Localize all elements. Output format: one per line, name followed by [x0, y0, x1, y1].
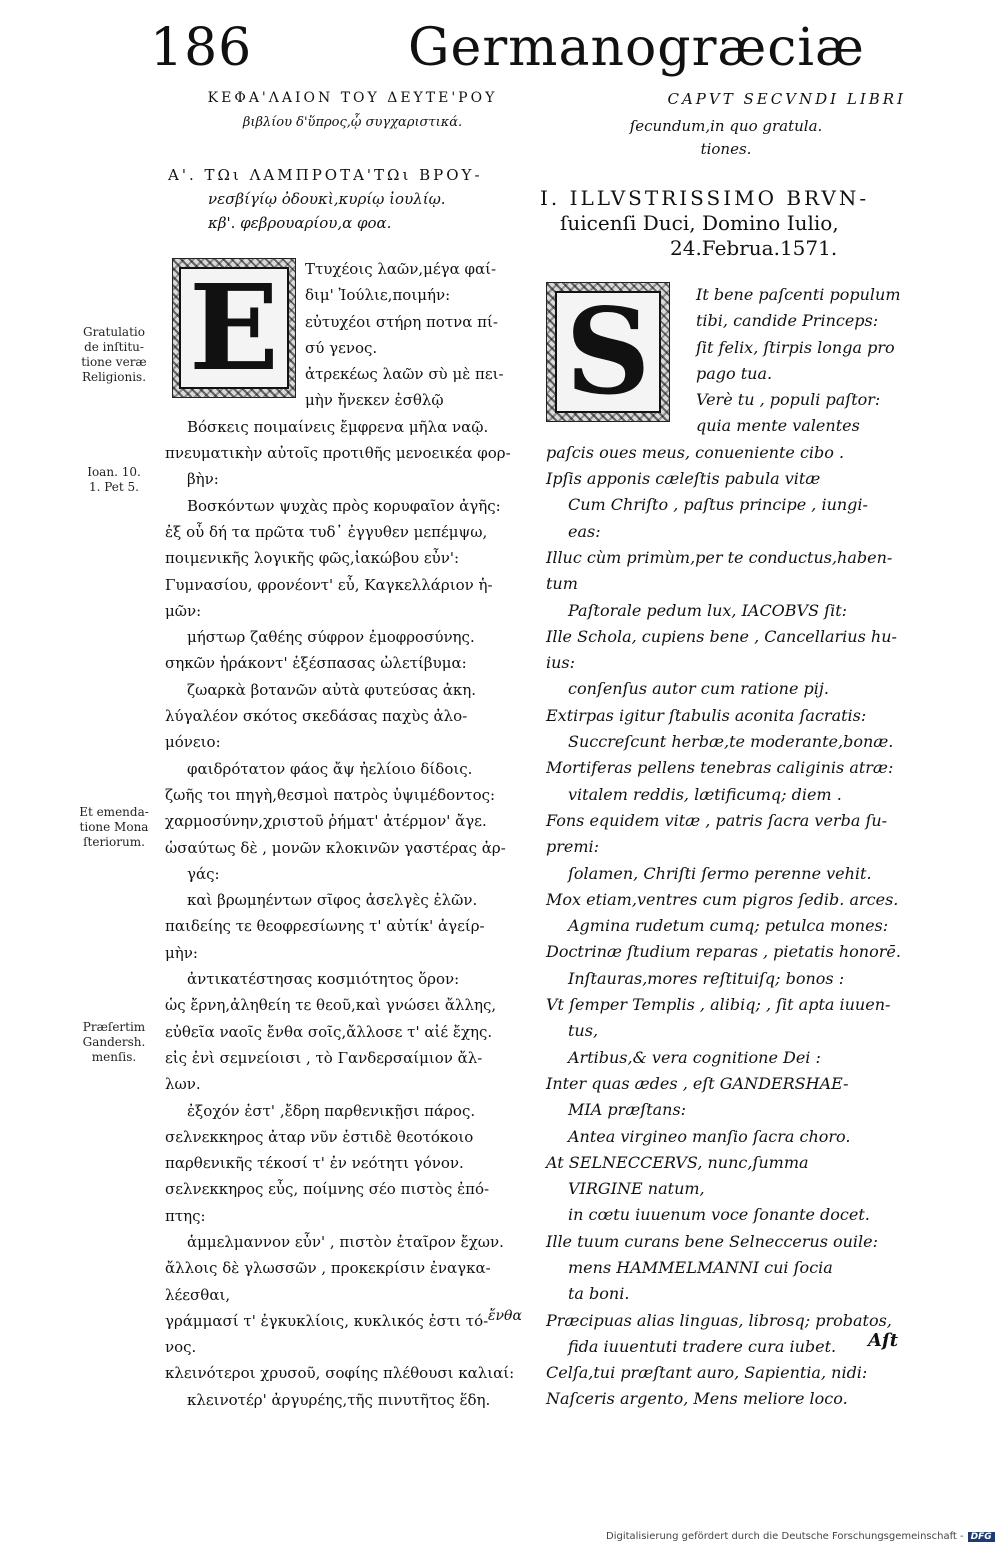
- latin-verse-line: Agmina rudetum cumq; petulca mones:: [568, 916, 889, 936]
- greek-verse-line: μὴν:: [165, 943, 198, 962]
- latin-verse-line: Doctrinæ ſtudium reparas , pietatis honorē.: [546, 942, 901, 962]
- greek-verse-line: ὡς ἔρνη,ἀληθείη τε θεοῦ,καὶ γνώσει ἄλλης,: [165, 996, 497, 1015]
- greek-verse-line: πνευματικὴν αὐτοῖς προτιθῆς μενοεικέα φορ-: [165, 444, 511, 463]
- latin-address-line: 24.Februa.1571.: [670, 236, 838, 260]
- margin-note-line: de inſtitu-: [84, 340, 144, 354]
- latin-verse-line: Mortiferas pellens tenebras caliginis atræ:: [546, 758, 894, 778]
- greek-verse-line: κλεινότεροι χρυσοῦ, σοφίης πλέθουσι καλιαί:: [165, 1364, 515, 1383]
- latin-verse-line: Antea virgineo manſio ſacra choro.: [568, 1126, 851, 1146]
- greek-verse-line: μόνειο:: [165, 733, 221, 752]
- greek-verse-line: ζωαρκὰ βοτανῶν αὐτὰ φυτεύσας ἀκη.: [187, 680, 476, 699]
- running-head-title: Germanogræciæ: [408, 18, 865, 78]
- latin-verse-line: tibi, candide Princeps:: [696, 311, 879, 331]
- margin-note-line: Religionis.: [81, 370, 147, 384]
- greek-chapter-heading: ΚΕΦΑ'ΛΑΙΟΝ ΤΟΥ ΔΕΥΤΕ'ΡΟΥ: [207, 90, 498, 106]
- greek-address-line: Α'. ΤΩι ΛΑΜΠΡΟΤΑ'ΤΩι ΒΡΟΥ-: [168, 166, 483, 184]
- greek-verse-line: ἀτρεκέως λαῶν σὺ μὲ πει-: [305, 365, 504, 384]
- greek-verse-line: Βοσκόντων ψυχὰς πρὸς κορυφαῖον ἀγῆς:: [187, 496, 501, 515]
- greek-verse-line: ἄλλοις δὲ γλωσσῶν , προκεκρίσιν ἐναγκα-: [165, 1259, 491, 1278]
- latin-verse-line: Illuc cùm primùm,per te conductus,haben-: [546, 547, 893, 567]
- latin-verse-line: ta boni.: [568, 1284, 630, 1304]
- latin-verse-line: Inſtauras,mores reſtituiſq; bonos :: [568, 968, 845, 988]
- greek-verse-line: ἐξοχόν ἐστ' ,ἔδρη παρθενικῇσι πάρος.: [187, 1101, 476, 1120]
- latin-verse-line: Artibus,& vera cognitione Dei :: [568, 1047, 821, 1067]
- latin-verse-line: vitalem reddis, lætificumq; diem .: [568, 784, 842, 804]
- greek-catchword: ἔνθα: [488, 1308, 522, 1324]
- latin-subtitle-line: tiones.: [700, 140, 752, 158]
- latin-verse-line: ius:: [546, 653, 576, 673]
- margin-note-line: tione veræ: [81, 355, 147, 369]
- latin-subtitle-line: ſecundum,in quo gratula.: [629, 117, 823, 135]
- greek-verse-line: μῶν:: [165, 601, 202, 620]
- latin-verse-line: Ille Schola, cupiens bene , Cancellarius hu-: [546, 626, 897, 646]
- latin-address-line: ſuicenſi Duci, Domino Iulio,: [560, 211, 839, 235]
- latin-verse-line: Cum Chriſto , paſtus principe , iungi-: [568, 495, 868, 515]
- greek-verse-line: μὴν ἤνεκεν ἐσθλῷ: [305, 391, 444, 410]
- margin-note-line: Et emenda-: [79, 805, 149, 819]
- greek-verse-line: Βόσκεις ποιμαίνεις ἔμφρενα μῆλα ναῷ.: [187, 417, 489, 436]
- latin-address-line: I. ILLVSTRISSIMO BRVN-: [540, 186, 870, 210]
- latin-verse-line: Verè tu , populi paſtor:: [696, 390, 881, 410]
- margin-note-line: Gandersh.: [82, 1035, 146, 1049]
- greek-verse-line: βὴν:: [187, 470, 219, 489]
- greek-verse-line: ἐξ οὗ δή τα πρῶτα τυδ᾿ ἐγγυθεν μεπέμψω,: [165, 522, 488, 541]
- latin-verse-line: Inter quas ædes , eſt GANDERSHAE-: [546, 1073, 849, 1093]
- greek-verse-line: σελνεκκηρος ἀταρ νῦν ἐστιδὲ θεοτόκοιο: [165, 1127, 474, 1146]
- greek-verse-line: ὡσαύτως δὲ , μονῶν κλοκινῶν γαστέρας ἀρ-: [165, 838, 506, 857]
- greek-verse-line: σελνεκκηρος εὖς, ποίμνης σέο πιστὸς ἐπό-: [165, 1180, 490, 1199]
- greek-verse-line: χαρμοσύνην,χριστοῦ ῥήματ' ἀτέρμον' ἄγε.: [165, 812, 487, 831]
- initial-letter: S: [555, 291, 660, 413]
- greek-verse-line: Ττυχέοις λαῶν,μέγα φαί-: [305, 260, 497, 278]
- greek-verse-line: λέεσθαι,: [165, 1285, 231, 1304]
- latin-address: [540, 186, 910, 261]
- latin-verse-line: tum: [546, 574, 578, 594]
- greek-verse-line: λύγαλέον σκότος σκεδάσας παχὺς ἀλο-: [165, 707, 468, 726]
- latin-verse-line: ſit felix, ſtirpis longa pro: [696, 337, 895, 357]
- latin-verse-line: Vt ſemper Templis , alibiq; , ſit apta iuuen-: [546, 995, 891, 1015]
- latin-verse-line: VIRGINE natum,: [568, 1179, 705, 1199]
- greek-verse-line: εὐτυχέοι στήρη ποτνα πί-: [305, 312, 498, 331]
- greek-verse-line: σηκῶν ἡράκοντ' ἐξέσπασας ὠλετίβυμα:: [165, 654, 467, 673]
- greek-address-line: κβ'. φεβρουαρίου,α φοα.: [208, 214, 392, 232]
- greek-verse-line: σύ γενος.: [305, 338, 378, 357]
- greek-address-line: νεσβίγίῳ ὀδουκὶ,κυρίῳ ἰουλίῳ.: [208, 190, 446, 208]
- margin-note-praesertim: [70, 1020, 158, 1065]
- greek-verse-line: γάς:: [187, 864, 220, 883]
- dfg-logo: DFG: [968, 1532, 995, 1542]
- greek-verse-line: παιδείης τε θεοφρεσίωνης τ' αὐτίκ' ἀγείρ-: [165, 917, 485, 936]
- latin-verse-line: Celſa,tui præſtant auro, Sapientia, nidi:: [546, 1363, 868, 1383]
- latin-verse-line: quia mente valentes: [696, 416, 860, 436]
- initial-letter: E: [179, 267, 289, 389]
- latin-verse-line: Fons equidem vitæ , patris ſacra verba ſu-: [546, 810, 888, 830]
- credit-text: Digitalisierung gefördert durch die Deutsche Forschungsgemeinschaft -: [606, 1531, 964, 1542]
- greek-chapter-subtitle: βιβλίου δ'ὕπρος,ᾧ συγχαριστικά.: [242, 115, 463, 130]
- margin-note-line: Ioan. 10.: [87, 465, 141, 479]
- latin-verse-line: Extirpas igitur ſtabulis aconita ſacratis:: [546, 705, 867, 725]
- digitization-credit: [606, 1531, 995, 1542]
- greek-verse-line: γράμμασί τ' ἐγκυκλίοις, κυκλικός ἐστι τό-: [165, 1311, 489, 1330]
- greek-verse-line: ἁμμελμαννον εὖν' , πιστὸν ἑταῖρον ἔχων.: [187, 1232, 504, 1251]
- latin-verse-line: paſcis oues meus, conueniente cibo .: [546, 442, 845, 462]
- greek-verse-line: κλεινοτέρ' ἀργυρέης,τῆς πινυτῆτος ἕδη.: [187, 1390, 491, 1409]
- latin-chapter-heading: CAPVT SECVNDI LIBRI: [667, 90, 906, 108]
- latin-poem: [546, 282, 916, 1413]
- latin-verse-line: fida iuuentuti tradere cura iubet.: [568, 1336, 837, 1356]
- latin-verse-line: Ille tuum curans bene Selneccerus ouile:: [546, 1231, 879, 1251]
- latin-verse-line: Mox etiam,ventres cum pigros ſedib. arces.: [546, 889, 899, 909]
- margin-note-line: ſteriorum.: [83, 835, 145, 849]
- latin-verse-line: MIA præſtans:: [568, 1100, 687, 1120]
- greek-verse-line: λων.: [165, 1075, 201, 1094]
- latin-verse-line: in cœtu iuuenum voce ſonante docet.: [568, 1205, 870, 1225]
- latin-verse-line: eas:: [568, 521, 601, 541]
- greek-verse-line: εἰς ἐνὶ σεμνείοισι , τὸ Γανδερσαίμιον ἄλ-: [165, 1048, 483, 1067]
- greek-verse-line: ποιμενικῆς λογικῆς φῶς,ἰακώβου εὖν':: [165, 549, 460, 568]
- margin-note-line: Præſertim: [82, 1020, 146, 1034]
- latin-verse-line: Præcipuas alias linguas, librosq; probatos,: [546, 1310, 892, 1330]
- margin-note-line: tione Mona: [79, 820, 149, 834]
- greek-verse-line: καὶ βρωμηέντων σῖφος ἀσελγὲς ἑλῶν.: [187, 891, 478, 910]
- greek-verse-line: μήστωρ ζαθέης σύφρον ἐμοφροσύνης.: [187, 628, 475, 647]
- greek-verse-line: νος.: [165, 1338, 197, 1357]
- latin-verse-line: It bene paſcenti populum: [696, 285, 901, 304]
- greek-address: [168, 163, 538, 235]
- latin-verse-line: tus,: [568, 1021, 599, 1041]
- latin-chapter-subtitle: [546, 115, 906, 161]
- greek-verse-line: διμ' Ἰούλιε,ποιμήν:: [305, 286, 451, 305]
- greek-verse-line: ζωῆς τοι πηγὴ,θεσμοὶ πατρὸς ὑψιμέδοντος:: [165, 785, 496, 804]
- greek-verse-line: ἀντικατέστησας κοσμιότητος ὅρον:: [187, 970, 460, 989]
- greek-verse-line: παρθενικῆς τέκοσί τ' ἐν νεότητι γόνον.: [165, 1154, 464, 1173]
- greek-verse-line: εὐθεῖα ναοῖς ἔνθα σοῖς,ἄλλοσε τ' αἰέ ἔχης.: [165, 1022, 493, 1041]
- latin-verse-line: Ipſis apponis cæleſtis pabula vitæ: [546, 469, 821, 489]
- margin-note-line: 1. Pet 5.: [89, 480, 139, 494]
- margin-note-line: Gratulatio: [83, 325, 145, 339]
- latin-verse-line: ſolamen, Chriſti ſermo perenne vehit.: [568, 863, 872, 883]
- greek-verse-line: πτης:: [165, 1206, 206, 1225]
- margin-note-references: [70, 465, 158, 495]
- latin-verse-line: mens HAMMELMANNI cui ſocia: [568, 1257, 833, 1277]
- greek-verse-line: Γυμνασίου, φρονέοντ' εὖ, Καγκελλάριον ἡ-: [165, 575, 493, 594]
- latin-verse-line: Paſtorale pedum lux, IACOBVS ſit:: [568, 600, 848, 620]
- latin-verse-line: Succreſcunt herbæ,te moderante,bonæ.: [568, 732, 894, 752]
- latin-verse-line: premi:: [546, 837, 600, 857]
- page-number: 186: [150, 18, 253, 78]
- latin-verse-line: conſenſus autor cum ratione pij.: [568, 679, 829, 699]
- greek-verse-line: φαιδρότατον φάος ἄψ ἠελίοιο δίδοις.: [187, 759, 473, 778]
- latin-verse-line: pago tua.: [696, 363, 773, 383]
- margin-note-gratulatio: [70, 325, 158, 385]
- latin-catchword: Aſt: [868, 1330, 899, 1351]
- greek-poem: [165, 256, 540, 1413]
- margin-note-line: menſis.: [91, 1050, 137, 1064]
- latin-verse-line: At SELNECCERVS, nunc,ſumma: [546, 1152, 809, 1172]
- latin-verse-line: Naſceris argento, Mens meliore loco.: [546, 1389, 848, 1409]
- margin-note-emendatione: [70, 805, 158, 850]
